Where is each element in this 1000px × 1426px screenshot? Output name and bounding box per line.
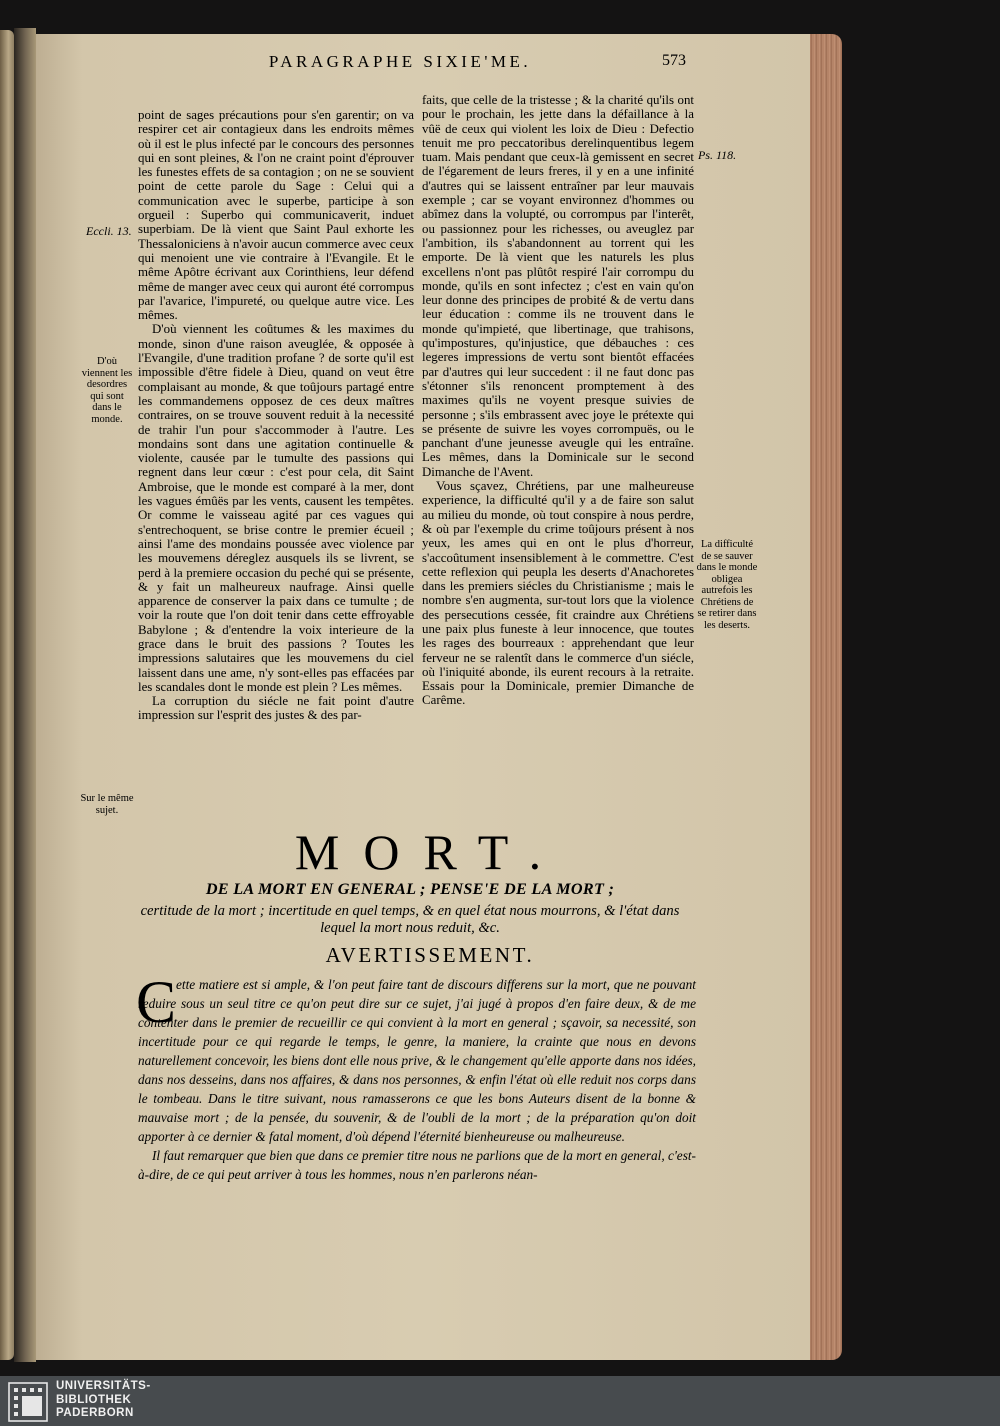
paragraph: point de sages précautions pour s'en garentir; on va respirer cet air contagieux dans les endroits mêmes où il est le plus infecté par le concours des personnes qui en sont pleines, & l'on ne craint point d'éprouver les funestes effets de sa contagion ; on ne se souvient point de cette parole du Sage : Celui qui a communication avec le superbe, participe à son orgueil : Superbo qui communicaverit, induet superbiam. De là vient que Saint Paul exhorte les Thessaloniciens à n'avoir aucun commerce avec ceux qui menoient une vie contraire à l'Evangile. Et le même Apôtre écrivant aux Corinthiens, leur défend même de manger avec ceux qui auront été corrompus par l'avarice, l'impureté, ou quelque autre vice. Les mêmes. <box>138 108 414 323</box>
section-subtitle-detail: certitude de la mort ; incertitude en quel temps, & en quel état nous mourrons, & l'état dans lequel la mort nous reduit, &c. <box>140 903 680 936</box>
section-subtitle: DE LA MORT EN GENERAL ; PENSE'E DE LA MORT ; <box>205 880 615 898</box>
paragraph: faits, que celle de la tristesse ; & la charité qu'ils ont pour le prochain, les jette dans la défaillance à la vûë de ceux qui violent les loix de Dieu : Defectio tenuit me pro peccatoribus derelinquentibus legem tuam. Mais pendant que ceux-là gemissent en secret de l'égarement de leurs freres, il y en a une infinité d'autres qui se laissent entraîner par leur mauvais exemple ; car se voyant environnez d'hommes ou abîmez dans la volupté, ou corrompus par l'interêt, ou passionnez pour les richesses, ou aveuglez par l'ambition, ils s'abandonnent au torrent qui les emporte. De là vient que les naturels les plus excellens n'ont pas plûtôt respiré l'air corrompu du monde, qu'ils en sont infectez ; c'est en vain qu'on leur donne des principes de probité & de vertu dans leur éducation : comme ils ne trouvent dans le monde qu'impieté, que libertinage, que trahisons, qu'impostures, qu'injustice, que débauches : ces legeres impressions de vertu sont bientôt effacées par d'autres qui leur succedent : il ne faut donc pas s'étonner s'ils renoncent promptement à des maximes qu'ils ne voyent presque suivies de personne ; s'ils embrassent avec joye le prétexte qui se présente de suivre les voyes corrompuës, ou le panchant d'une jeunesse aveugle qui les entraîne. Les mêmes, dans la Dominicale sur le second Dimanche de l'Avent. <box>422 93 694 479</box>
avertissement-heading: AVERTISSEMENT. <box>325 943 535 967</box>
previous-page-edge <box>0 30 14 1360</box>
page-number: 573 <box>662 52 686 69</box>
library-name-line: BIBLIOTHEK <box>56 1393 132 1406</box>
section-title: MORT. <box>294 824 566 880</box>
paragraph: Il faut remarquer que bien que dans ce premier titre nous ne parlions que de la mort en general, c'est-à-dire, de ce qui peut arriver à tous les hommes, nous n'en parlerons néan- <box>138 1148 696 1182</box>
library-name-line: PADERBORN <box>56 1407 134 1419</box>
drop-cap: C <box>136 969 177 1035</box>
library-name-line: UNIVERSITÄTS- <box>56 1380 151 1392</box>
margin-note-psalm: Ps. 118. <box>698 148 737 162</box>
running-head: PARAGRAPHE SIXIE'ME. <box>268 52 532 71</box>
paragraph: ette matiere est si ample, & l'on peut faire tant de discours differens sur la mort, que ne pouvant reduire sous un seul titre ce qu'on peut dire sur ce sujet, j'ai jugé à propos d'en faire deux, & de me contenter dans le premier de recueillir ce qui convient à la mort en general ; sçavoir, sa necessité, son incertitude pour ce qui regarde le temps, le genre, la maniere, la crainte que nous en devons naturellement concevoir, les biens dont elle nous prive, & le changement qu'elle apporte dans nos idées, dans nos desseins, dans nos affaires, & dans nos personnes, & enfin l'état où elle reduit nos corps dans le tombeau. Dans le titre suivant, nous ramasserons ce que les bons Auteurs disent de la bonne & mauvaise mort ; de la pensée, du souvenir, & de l'oubli de la mort ; de la préparation qu'on doit apporter à ce dernier & fatal moment, d'où dépend l'éternité bienheureuse ou malheureuse. <box>138 977 696 1144</box>
library-footer-bar <box>0 1376 1000 1426</box>
paragraph: Vous sçavez, Chrétiens, par une malheureuse experience, la difficulté qu'il y a de faire son salut au milieu du monde, où tout conspire à nous perdre, & où par l'exemple du crime toûjours présent à nos yeux, les ames qui en ont le plus d'horreur, s'accoûtument insensiblement à le commettre. C'est cette reflexion qui peupla les deserts d'Anachoretes dans les premiers siécles du Christianisme ; mais le nombre s'en augmenta, sur-tout lors que la violence des persecutions cessée, fit craindre aux Chrétiens une paix plus funeste à leur innocence, que toutes les rages des bourreaux : apprehendant que leur ferveur ne se ralentît dans le commerce d'un siécle, où l'iniquité abonde, ils eurent recours à la retraite. Essais pour la Dominicale, premier Dimanche de Carême. <box>422 479 694 708</box>
book-gutter <box>14 28 36 1362</box>
left-column <box>138 108 414 723</box>
right-column <box>422 93 694 708</box>
library-name <box>56 1380 151 1421</box>
paragraph: La corruption du siécle ne fait point d'autre impression sur l'esprit des justes & des par- <box>138 694 414 723</box>
paragraph: D'où viennent les coûtumes & les maximes du monde, sinon d'une raison aveuglée, & opposée à l'Evangile, d'une tradition profane ? de sorte qu'il est impossible d'être fidele à Dieu, quand on veut être complaisant au monde, & que toûjours partagé entre les commandemens opposez de ces deux maîtres contraires, on se trouve souvent reduit à la necessité de trahir l'un pour s'accommoder à l'autre. Les mondains sont dans une agitation continuelle & violente, causée par le tumulte des passions qui regnent dans leur cœur : c'est pour cela, dit Saint Ambroise, que le monde est comparé à la mer, dont les vagues émûës par les vents, causent les tempêtes. Or comme le vaisseau agité par ces vagues qui s'entrechoquent, se brise contre le premier écueil ; ainsi l'ame des mondains poussée avec violence par les mouvemens déreglez ausquels ils se livrent, se perd à la premiere occasion du peché qui se présente, & y fait un malheureux naufrage. Ainsi quelle apparence de conserver la paix dans ce tumulte ; de voir la route que l'on doit tenir dans cette effroyable Babylone ; & d'entendre la voix interieure de la grace dans le bruit des passions ? Toutes les impressions salutaires que les mouvemens du ciel laissent dans une ame, n'y sont-elles pas effacées par les scandales dont le monde est plein ? Les mêmes. <box>138 322 414 694</box>
page-edges <box>808 34 842 1360</box>
margin-note-desert: La difficulté de se sauver dans le monde obligea autrefois les Chrétiens de se retirer dans les deserts. <box>696 539 758 631</box>
margin-note-origin: D'où viennent les desordres qui sont dans le monde. <box>81 356 133 425</box>
library-logo-icon <box>8 1382 48 1422</box>
margin-note-ecclus: Eccli. 13. <box>86 224 132 238</box>
margin-note-same-subject: Sur le même sujet. <box>80 793 134 816</box>
avertissement-text <box>138 975 696 1184</box>
